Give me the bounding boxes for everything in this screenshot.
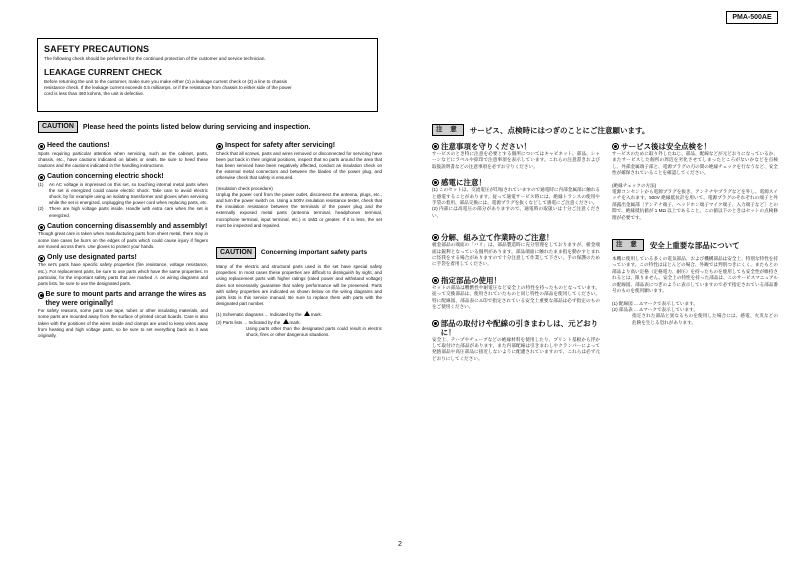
english-column-2 <box>216 138 382 338</box>
section-inspect-safety-body: Check that all screws, parts and wires removed or disconnected for servicing have been put back in their original positions, inspect that no parts around the area that has been serviced have been negatively affected, conduct an insulation check on the external metal connectors and between the blades of the power plug, and otherwise check that safety is ensured. <box>216 150 382 181</box>
warning-triangle-icon <box>304 311 310 316</box>
jp-service-check-body: サービスのために取り外したねじ、部品、配線などが元どおりになっているか、またサービスした個所の周辺を劣化させてしまったところがないかなどを点検し、外部金属端子部と、電源プラグの刃の間の絶縁チェックを行なうなど、安全性が確保されていることを確認してください。 <box>612 151 778 176</box>
jp-list-item: (1) このセットは、交流電圧が印加されていますので通電時に内部金属部に触れると感電することがあります。従って通電サービス時には、絶縁トランスの使用や手袋の着用、部品交換には、電源プラグを抜くなどして感電にご注意ください。 <box>432 187 600 206</box>
safety-parts-body: Many of the electric and structural parts used in the set have special safety properties. In most cases these properties are difficult to distinguish by sight, and using replacement parts with higher ratings (rated power and withstand voltage) does not necessarily guarantee that safety performance will be preserved. Parts with safety properties are indicated as shown below on the wiring diagrams and parts lists is this service manual. Be sure to replace them with parts with the designated part number. <box>216 263 382 307</box>
jp-insulation-check-title: (絶縁チェックの方法) <box>612 182 657 188</box>
caution-header-jp-text: サービス、点検時にはつぎのことにご注意願います。 <box>469 125 650 135</box>
list-item: (2) There are high voltage parts inside. Handle with extra care when the set is energized. <box>38 206 208 218</box>
caution-badge-jp: 注 意 <box>612 239 644 251</box>
warning-triangle-icon <box>283 319 289 324</box>
section-designated-parts-title: Only use designated parts! <box>38 254 208 263</box>
list-item: (1) Schematic diagrams ... Indicated by the mark. <box>216 312 323 318</box>
section-electric-shock-title: Caution concerning electric shock! <box>38 173 208 182</box>
jp-service-check-title: サービス後は安全点検を！ <box>612 142 778 151</box>
list-item: (2) Parts lists ... Indicated by the mark. <box>216 319 301 325</box>
jp-safety-parts-body: 本機に使用している多くの電気部品、および機構部品は安全上、特別な特性を持っています。この特性はほとんどの場合、外観では判別つきにくく、またもとの部品より高い定格（定格電力、耐圧）を持ったものを使用しても安全性が維持されるとは、限りません。安全上の特性を持った部品は、このサービスマニュアルの配線図、部品表につぎのように表示していますので必ず指定されている部品番号のものを使用願います。 <box>612 256 778 294</box>
jp-section-4-title: 指定部品の使用！ <box>432 276 600 285</box>
jp-caution-safety-parts-text: 安全上重要な部品について <box>649 240 740 250</box>
section-heed-cautions-title: Heed the cautions! <box>38 142 208 151</box>
jp-section-3-title: 分解、組み立て作業時のご注意！ <box>432 233 600 242</box>
section-mount-parts-body: For safety reasons, some parts use tape, tubes or other insulating materials, and some parts are mounted away from the surface of printed circuit boards. Care is also taken with the positions of the wires inside and clamps are used to keep wires away from heating and high voltage parts, so be sure to set everything back as it was originally. <box>38 308 208 339</box>
leakage-line-3: cord is less than 460 kohms, the unit is defective. <box>44 91 145 97</box>
bullet-circle-icon <box>432 143 439 150</box>
section-heed-cautions-body: Spots requiring particular attention when servicing, such as the cabinet, parts, chassis, etc., have cautions indicated on labels or seals. Be sure to heed these cautions and the cautions indicated in the handling instructions. <box>38 150 208 168</box>
bullet-circle-icon <box>432 320 439 327</box>
leakage-check-body <box>44 79 371 97</box>
bullet-circle-icon <box>216 143 223 150</box>
jp-section-5-title: 部品の取付けや配線の引きまわしは、元どおりに！ <box>432 319 600 337</box>
caution-header-text: Please heed the points listed below during servicing and inspection. <box>82 123 311 131</box>
jp-list-note: 指定された部品と異なるものを使用した場合には、感電、火災などの危険を生じる恐れがあります。 <box>632 313 778 325</box>
bullet-circle-icon <box>432 234 439 241</box>
caution-safety-parts-header <box>216 247 382 259</box>
bullet-circle-icon <box>612 143 619 150</box>
jp-list-item: (1) 配線図 ... ⚠マークで表示しています。 <box>612 300 698 306</box>
list-note: Using parts other than the designated parts could result in electric shock, fires or other dangerous situations. <box>246 325 382 337</box>
jp-section-5-body: 安全上、テープやチューブなどの絶縁材料を使用したり、プリント基板から浮かして取付けた部品があります。また内部配線は引きまわしやクランパーによって発熱部品や高圧部品に接近しないように配慮されていますので、これらは必ず元どおりにしてください。 <box>432 336 600 361</box>
page-number: 2 <box>398 541 402 548</box>
jp-caution-safety-parts-header <box>612 239 778 251</box>
bullet-circle-icon <box>38 224 45 231</box>
section-disassembly-body: Though great care is taken when manufacturing parts from sheet metal, there may in some rare cases be burrs on the edges of parts which could cause injury if fingers are moved across them. Use gloves to protect your hands. <box>38 231 208 249</box>
section-disassembly-title: Caution concerning disassembly and assembly! <box>38 223 208 232</box>
safety-precautions-box <box>37 38 378 112</box>
jp-section-3-body: 板金部品の端面の「バリ」は、部品製造時に充分管理をしておりますが、板金端面は鋭利となっている個所があります。部品端面に触れたまま指を動かすとまれに怪我をする場合がありますので十分注意して作業して下さい。手の保護のために手袋を着用してください。 <box>432 242 600 267</box>
model-number-box: PMA-500AE <box>726 11 778 24</box>
caution-safety-parts-text: Concerning important safety parts <box>260 248 368 256</box>
bullet-circle-icon <box>432 179 439 186</box>
bullet-circle-icon <box>38 292 44 299</box>
caution-header-en <box>38 121 310 133</box>
bullet-circle-icon <box>432 277 439 284</box>
caution-header-jp <box>432 124 649 136</box>
japanese-column-2 <box>612 138 778 326</box>
jp-section-4-body: セットの部品は難燃性や耐電圧など安全上の特性を持ったものとなっています。従って交換部品は、使用されていたものと同じ特性の部品を使用してください。特に配線図、部品表に⚠印で指定されている安全上重要な部品は必ず指定のものをご使用ください。 <box>432 284 600 310</box>
bullet-circle-icon <box>38 255 45 262</box>
jp-section-1-body: サービスのとき特に注意を必要とする個所についてはキャビネット、部品、シャーシなどにラベルや捺印で注意事項を表示しています。これらの注意書きおよび取扱説明書などの注意事項を必ずお守りください。 <box>432 151 600 169</box>
jp-list-item: (2) 内部には高電圧の部分がありますので、通電時の取扱いは十分ご注意ください。 <box>432 206 600 218</box>
safety-precautions-title: SAFETY PRECAUTIONS <box>44 44 150 54</box>
bullet-circle-icon <box>38 143 45 150</box>
jp-list-item: (2) 部品表 ... ⚠マークで表示しています。 <box>612 306 698 312</box>
jp-insulation-check-body: 電源コンセントから電源プラグを抜き、アンテナやプラグなどを外し、電源スイッチを入れます。500V 絶縁抵抗計を用いて、電源プラグのそれぞれの端子と外部露出金属部［アンテナ端子、ヘッドホン端子マイク端子、入力端子など］との間で、絶縁抵抗値が 1 MΩ 以上であること。この値以下のときはセットの点検修理が必要です。 <box>612 189 778 220</box>
jp-section-1-title: 注意事項を守りください！ <box>432 142 600 151</box>
leakage-line-1: Before returning the unit to the customer, make sure you make either (1) a leakage current check or (2) a line to chassis <box>44 79 288 85</box>
japanese-column-1 <box>432 138 600 362</box>
leakage-check-title: LEAKAGE CURRENT CHECK <box>44 67 163 78</box>
caution-badge: CAUTION <box>216 247 256 259</box>
leakage-line-2: resistance check. If the leakage current exceeds 0.5 milliamps, or if the resistance from chassis to either side of the power <box>44 85 292 91</box>
caution-badge: CAUTION <box>38 121 78 133</box>
section-designated-parts-body: The set's parts have specific safety properties (fire resistance, voltage resistance, etc.). For replacement parts, be sure to use parts which have the same properties. In particular, for the important safety parts that are marked ⚠ on wiring diagrams and parts lists, be sure to use the designated parts. <box>38 262 208 287</box>
jp-section-2-title: 感電に注意！ <box>432 178 600 187</box>
caution-badge-jp: 注 意 <box>432 124 464 136</box>
insulation-check-title: (Insulation check procedure) <box>216 185 273 191</box>
bullet-circle-icon <box>38 174 45 181</box>
section-mount-parts-title: Be sure to mount parts and arrange the wires as they were originally! <box>38 291 208 308</box>
list-item: (1) An AC voltage is impressed on this set, so touching internal metal parts when the set is energized could cause electric shock. Take care to avoid electric shock, by for example using an isolating transformer and gloves when servicing while the set is energized, unplugging the power cord when replacing parts, etc. <box>38 181 208 206</box>
english-column-1 <box>38 138 208 339</box>
section-inspect-safety-title: Inspect for safety after servicing! <box>216 142 382 151</box>
insulation-check-body: Unplug the power cord from the power outlet, disconnect the antenna, plugs, etc., and turn the power switch on. Using a 500V insulation resistance tester, check that the insulation resistance between the terminals of the power plug and the externally exposed metal parts (antenna terminal, headphones terminal, microphone terminal, input terminal, etc.) is 1MΩ or greater. If it is less, the set must be inspected and repaired. <box>216 191 382 228</box>
safety-precautions-intro: The following check should be performed for the continued protection of the customer and service technician. <box>44 56 266 61</box>
